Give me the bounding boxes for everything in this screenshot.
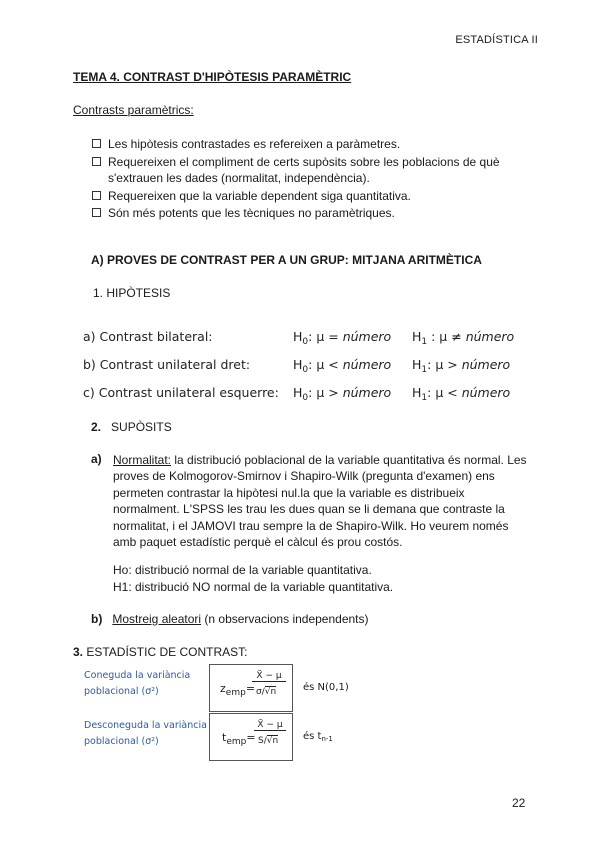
checkbox-icon [92, 157, 101, 166]
section-a-heading: A) PROVES DE CONTRAST PER A UN GRUP: MITJANA ARITMÈTICA [91, 253, 482, 267]
hypothesis-row-left: c) Contrast unilateral esquerre: $H_0$: μ > número $H_1$: μ < número [83, 385, 511, 403]
page-number: 22 [512, 796, 526, 810]
suposits-heading: 2. SUPÒSITS [91, 420, 172, 434]
h1-expression: $H_1$: μ < número [412, 385, 511, 403]
list-item: Requereixen el compliment de certs supòsits sobre les poblacions de què s'extrauen les dades (normalitat, independència). [90, 154, 530, 187]
t-distribution: és $t_{n-1}$ [303, 731, 333, 743]
h0-expression: $H_0$: μ > número [293, 385, 392, 403]
suposit-mostreig: b) Mostreig aleatori (n observacions independents) [91, 612, 369, 626]
checkbox-icon [92, 191, 101, 200]
checkbox-icon [92, 139, 101, 148]
hypothesis-row-right: b) Contrast unilateral dret: $H_0$: μ < número $H_1$: μ > número [83, 357, 511, 375]
page-title: TEMA 4. CONTRAST D'HIPÒTESIS PARAMÈTRIC [73, 70, 352, 84]
z-distribution: és N(0,1) [303, 682, 349, 693]
h1-expression: $H_1$: μ > número [412, 357, 511, 375]
estadistic-heading: 3. ESTADÍSTIC DE CONTRAST: [73, 645, 248, 659]
subtitle: Contrasts paramètrics: [73, 103, 194, 117]
checkbox-icon [92, 208, 101, 217]
t-formula-box: temp= X̄ − μ S/√n [209, 713, 293, 761]
known-variance-label: Coneguda la variància poblacional (σ²) [84, 670, 191, 697]
h0-expression: $H_0$: μ = número [293, 329, 392, 347]
normality-hypotheses: Ho: distribució normal de la variable quantitativa. H1: distribució NO normal de la variable quantitativa. [113, 563, 394, 594]
bullet-list [90, 136, 530, 223]
course-header: ESTADÍSTICA II [455, 34, 538, 46]
list-item: Requereixen que la variable dependent siga quantitativa. [90, 188, 530, 205]
z-formula-box: zemp= X̄ − μ σ/√n [209, 664, 293, 712]
hipotesis-heading: 1. HIPÒTESIS [93, 286, 171, 300]
list-item: Les hipòtesis contrastades es refereixen a paràmetres. [90, 136, 530, 153]
h1-expression: $H_1$ : μ ≠ número [412, 329, 515, 347]
unknown-variance-label: Desconeguda la variància poblacional (σ²) [84, 720, 207, 747]
suposit-normalitat: a) Normalitat: la distribució poblacional de la variable quantitativa és normal. Les proves de Kolmogorov-Smirnov i Shapiro-Wilk (pregunta d'examen) ens permeten contrastar la hipòtesi nul.la que la variable es distribueix normalment. L'SPSS les trau les dues quan se li demana que contraste la normalitat, i el JAMOVI trau sempre la de Shapiro-Wilk. Ho veurem només amb paquet estadístic perquè el càlcul és prou costós. [91, 452, 527, 550]
list-item: Són més potents que les tècniques no paramètriques. [90, 205, 530, 222]
hypothesis-row-bilateral: a) Contrast bilateral: $H_0$: μ = número $H_1$ : μ ≠ número [83, 329, 515, 347]
h0-expression: $H_0$: μ < número [293, 357, 392, 375]
